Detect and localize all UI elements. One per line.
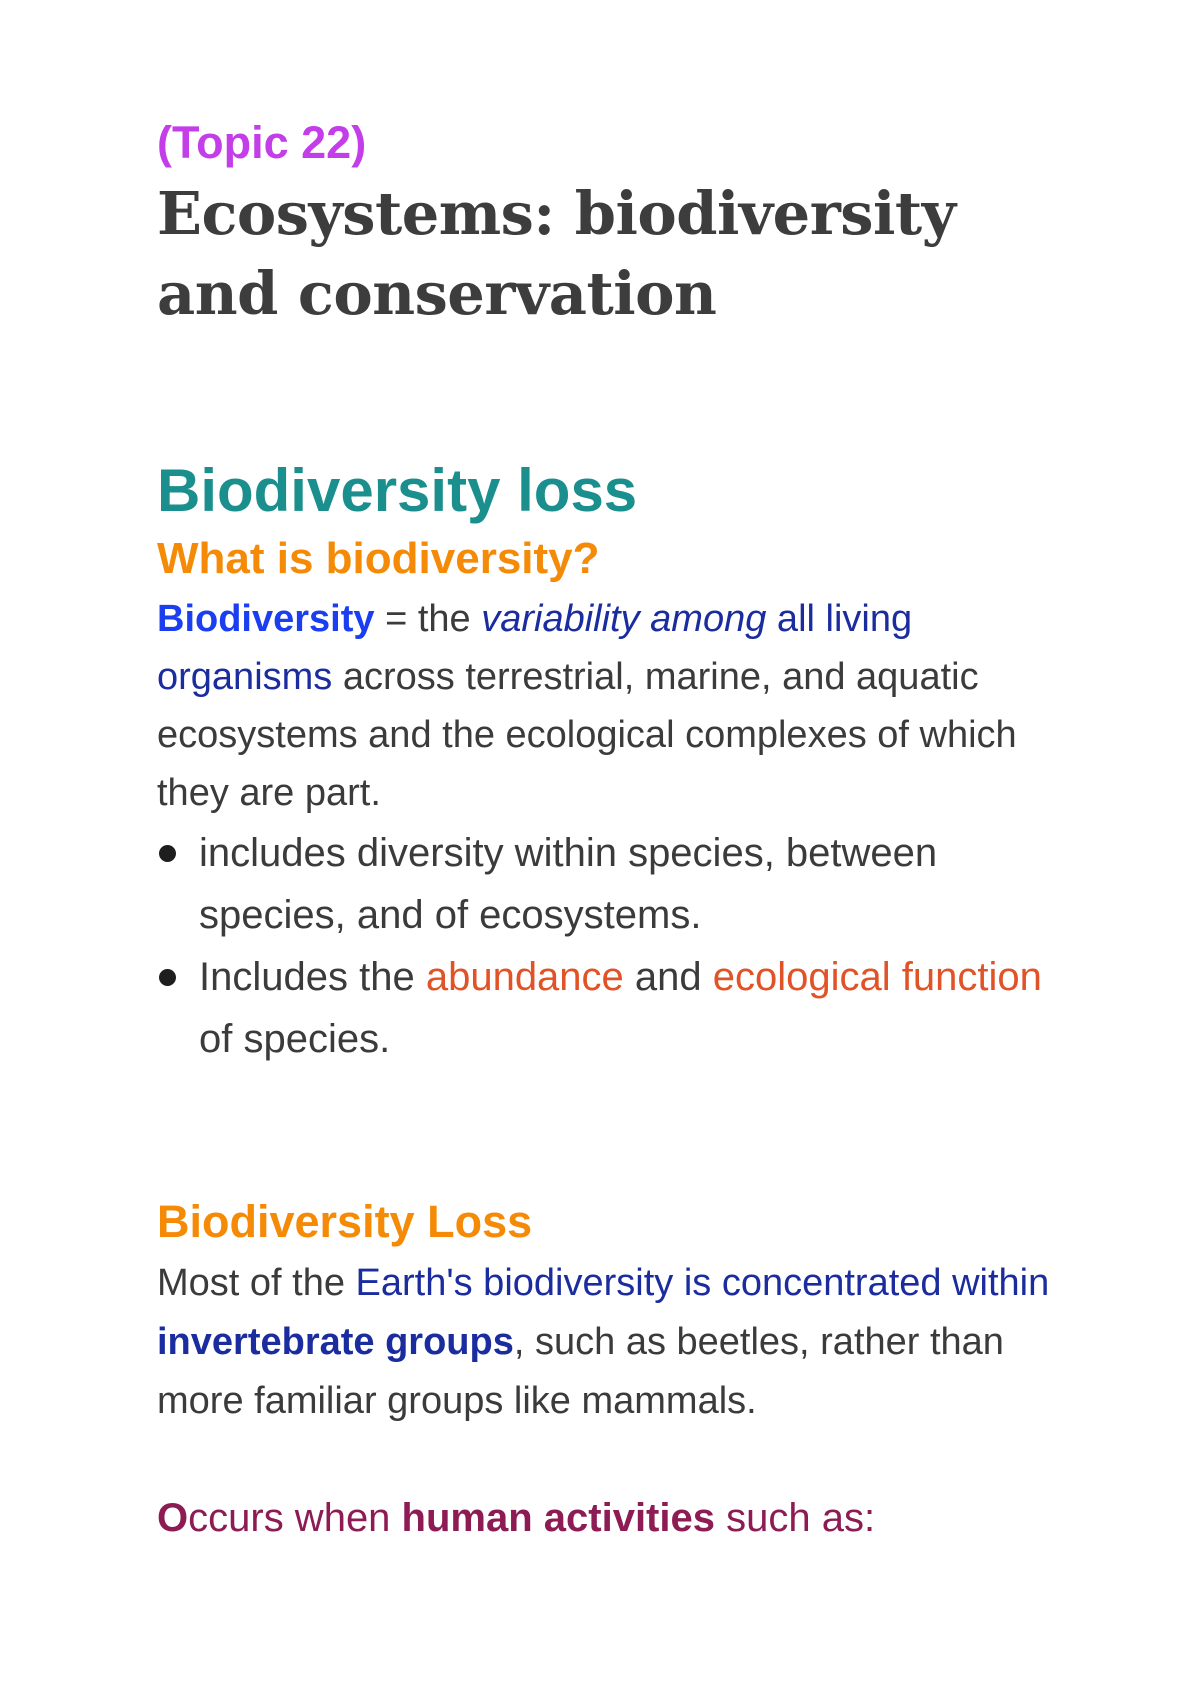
bullet-dot-icon (159, 845, 176, 862)
definition-equals: = the (374, 598, 482, 640)
bullet-text-post: of species. (199, 1017, 391, 1061)
highlight-abundance: abundance (425, 955, 624, 999)
bullet-dot-icon (159, 969, 176, 986)
para-post: , such as beetles, rather than more familiar groups like mammals. (157, 1321, 1004, 1422)
para-pre: Most of the (157, 1262, 356, 1304)
bullet-text-mid: and (623, 955, 713, 999)
page-title-line-2: and conservation (157, 259, 717, 328)
list-item (157, 822, 1057, 946)
page-title-line-1: Ecosystems: biodiversity (157, 179, 956, 248)
occurs-bold-o: O (157, 1496, 189, 1540)
highlight-ecological-function: ecological function (712, 955, 1042, 999)
para-earth-biodiversity: Earth's biodiversity is concentrated within (355, 1262, 1050, 1304)
biodiversity-bullet-list (157, 822, 1057, 1070)
section-title-biodiversity-loss-2: Biodiversity Loss (157, 1196, 533, 1247)
invertebrate-paragraph (157, 1254, 1057, 1431)
list-item (157, 946, 1057, 1070)
definition-term: Biodiversity (157, 598, 375, 640)
biodiversity-definition (157, 590, 1057, 822)
page-title (157, 174, 1057, 334)
occurs-line (157, 1487, 1057, 1549)
occurs-human-activities: human activities (401, 1496, 715, 1540)
occurs-when: ccurs when (188, 1496, 402, 1540)
occurs-post: such as: (714, 1496, 876, 1540)
subtitle-what-is-biodiversity: What is biodiversity? (157, 534, 600, 583)
definition-variability: variability among (481, 598, 767, 640)
section-title-biodiversity-loss: Biodiversity loss (157, 457, 638, 524)
bullet-text-pre: Includes the (199, 955, 426, 999)
para-invertebrate-groups: invertebrate groups (157, 1321, 514, 1363)
topic-label: (Topic 22) (157, 117, 367, 168)
bullet-text: includes diversity within species, between species, and of ecosystems. (199, 831, 938, 937)
definition-living-organisms: all living organisms (157, 598, 913, 698)
document-page (157, 112, 1057, 1549)
definition-rest: across terrestrial, marine, and aquatic ecosystems and the ecological complexes of which they are part. (157, 656, 1017, 814)
